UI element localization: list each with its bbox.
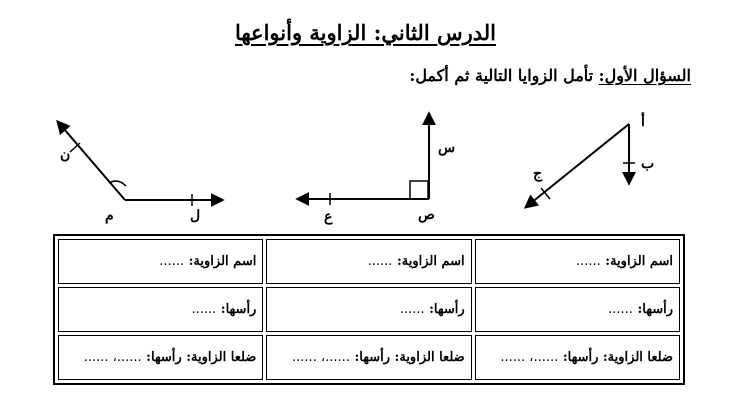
label-jeem: ج xyxy=(533,166,543,182)
right-angle-figure xyxy=(298,114,429,205)
cell-sides[interactable]: ضلعا الزاوية: رأسها: ......، ...... xyxy=(266,335,471,380)
cell-sides[interactable]: ضلعا الزاوية: رأسها: ......، ...... xyxy=(475,335,680,380)
table-row xyxy=(58,239,680,284)
answers-table xyxy=(53,234,685,385)
cell-vertex[interactable]: رأسها: ...... xyxy=(475,287,680,332)
label-ain: ع xyxy=(324,209,333,225)
label-lam: ل xyxy=(190,208,201,224)
label-seen: س xyxy=(438,140,456,156)
obtuse-angle-figure xyxy=(58,122,222,206)
table-row xyxy=(58,335,680,380)
cell-angle-name[interactable]: اسم الزاوية: ...... xyxy=(58,239,263,284)
lesson-title: الدرس الثاني: الزاوية وأنواعها xyxy=(234,20,497,45)
cell-angle-name[interactable]: اسم الزاوية: ...... xyxy=(266,239,471,284)
table-row xyxy=(58,287,680,332)
acute-angle-figure xyxy=(526,124,635,207)
label-ba: ب xyxy=(641,156,655,172)
label-alef: أ xyxy=(641,114,645,130)
question-heading: السؤال الأول: xyxy=(598,66,691,85)
cell-vertex[interactable]: رأسها: ...... xyxy=(266,287,471,332)
right-angle-square xyxy=(410,181,428,199)
cell-vertex[interactable]: رأسها: ...... xyxy=(58,287,263,332)
cell-sides[interactable]: ضلعا الزاوية: رأسها: ......، ...... xyxy=(58,335,263,380)
label-meem: م xyxy=(105,208,114,224)
label-noon: ن xyxy=(60,147,71,163)
cell-angle-name[interactable]: اسم الزاوية: ...... xyxy=(475,239,680,284)
label-sad: ص xyxy=(418,207,435,223)
tick-mark xyxy=(70,143,80,152)
question-text: تأمل الزوايا التالية ثم أكمل: xyxy=(409,66,594,85)
